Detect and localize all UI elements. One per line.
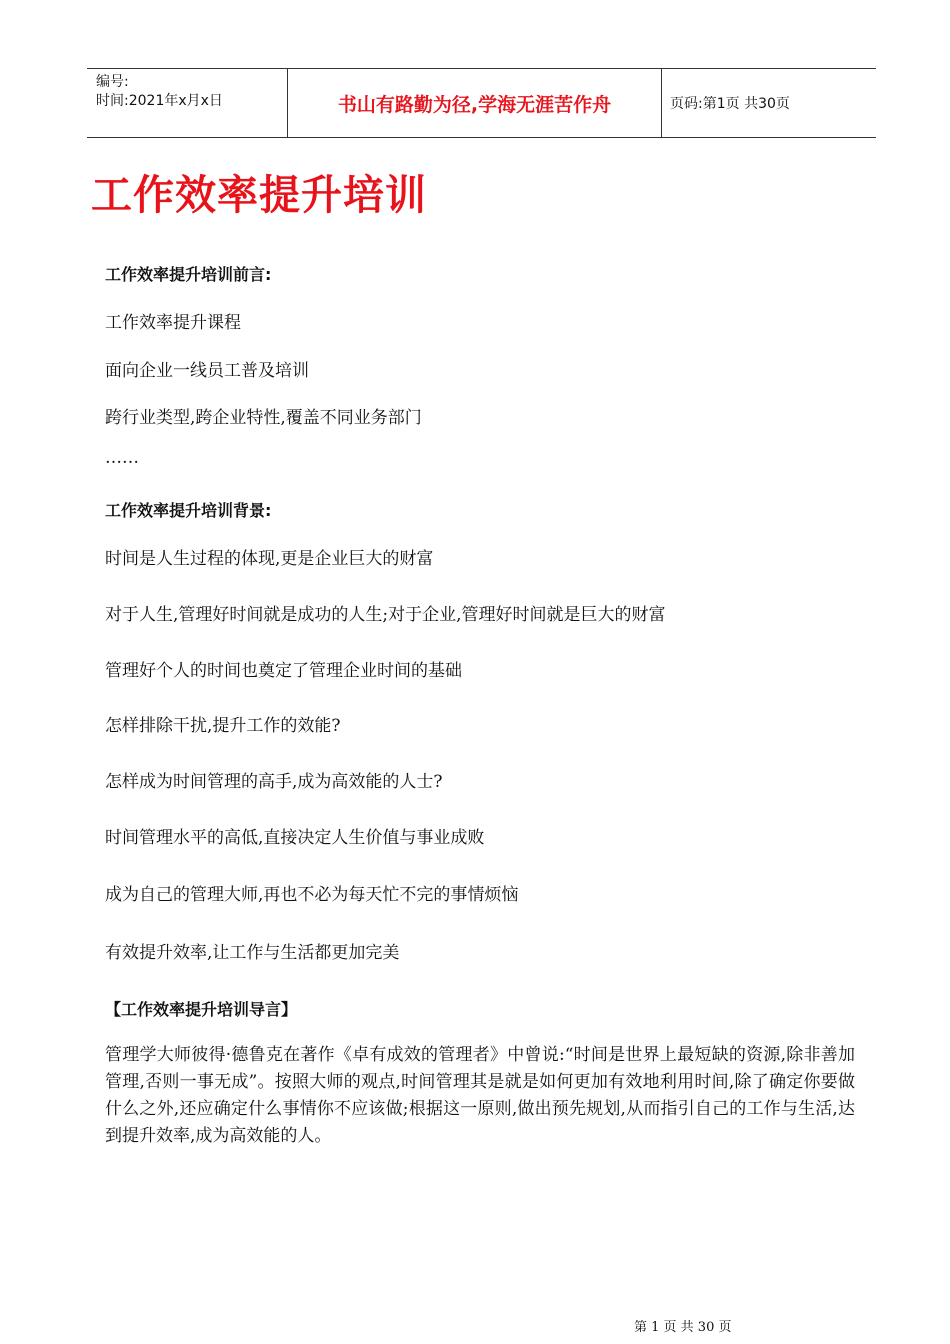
background-heading: 工作效率提升培训背景: <box>105 501 272 520</box>
background-line: 有效提升效率,让工作与生活都更加完美 <box>105 943 400 963</box>
background-line: 成为自己的管理大师,再也不必为每天忙不完的事情烦恼 <box>105 885 519 905</box>
document-time-label: 时间:2021年x月x日 <box>96 93 223 109</box>
background-line: 时间是人生过程的体现,更是企业巨大的财富 <box>105 549 434 569</box>
background-line: 怎样排除干扰,提升工作的效能? <box>105 716 341 736</box>
page-footer: 第 1 页 共 30 页 <box>634 1320 732 1335</box>
header-page-info: 页码:第1页 共30页 <box>670 96 790 112</box>
background-line: 管理好个人的时间也奠定了管理企业时间的基础 <box>105 661 462 681</box>
page-header <box>87 68 876 138</box>
preface-heading: 工作效率提升培训前言: <box>105 265 272 284</box>
background-line: 时间管理水平的高低,直接决定人生价值与事业成败 <box>105 828 485 848</box>
background-line: 对于人生,管理好时间就是成功的人生;对于企业,管理好时间就是巨大的财富 <box>105 605 666 625</box>
intro-heading: 【工作效率提升培训导言】 <box>105 1000 298 1019</box>
background-line: 怎样成为时间管理的高手,成为高效能的人士? <box>105 772 443 792</box>
document-title: 工作效率提升培训 <box>91 171 427 219</box>
header-meta-cell <box>87 69 287 137</box>
preface-line: 面向企业一线员工普及培训 <box>105 361 309 381</box>
preface-ellipsis: …… <box>105 448 139 468</box>
header-motto: 书山有路勤为径,学海无涯苦作舟 <box>287 69 662 137</box>
document-number-label: 编号: <box>96 74 129 90</box>
preface-line: 工作效率提升课程 <box>105 313 241 333</box>
preface-line: 跨行业类型,跨企业特性,覆盖不同业务部门 <box>105 408 422 428</box>
intro-paragraph: 管理学大师彼得·德鲁克在著作《卓有成效的管理者》中曾说:“时间是世界上最短缺的资源,除非善加管理,否则一事无成”。按照大师的观点,时间管理其是就是如何更加有效地利用时间,除了确定你要做什么之外,还应确定什么事情你不应该做;根据这一原则,做出预先规划,从而指引自己的工作与生活,达到提升效率,成为高效能的人。 <box>105 1045 855 1146</box>
